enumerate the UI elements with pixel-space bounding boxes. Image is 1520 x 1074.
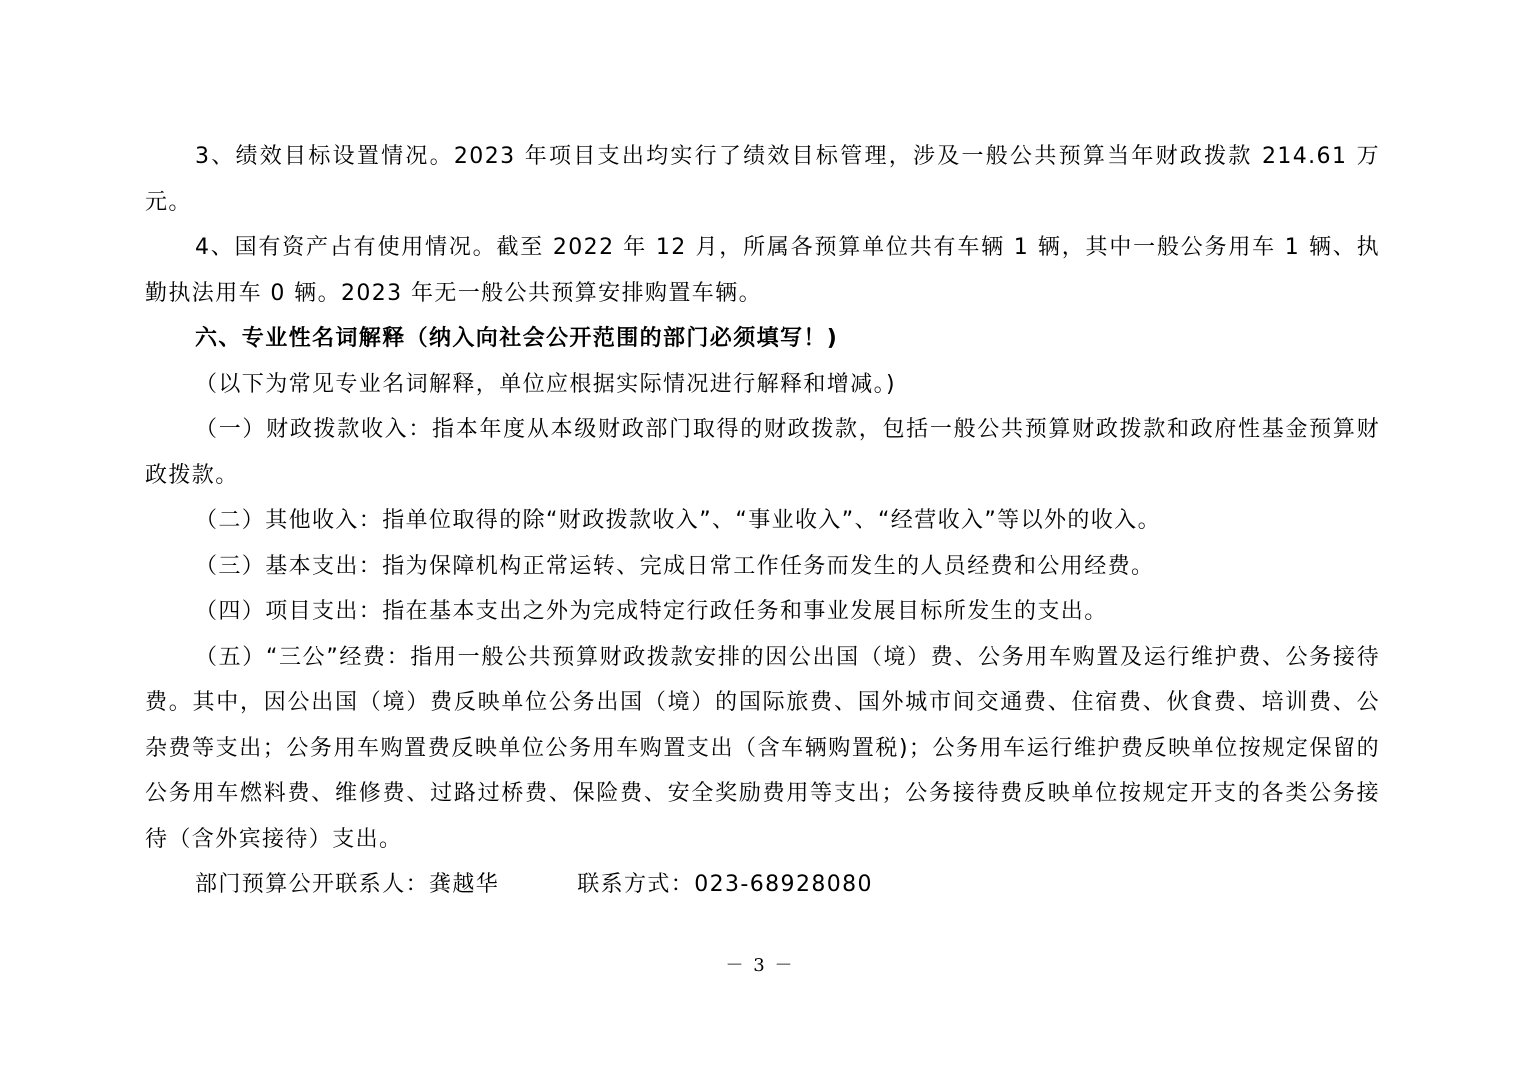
paragraph-terms-note: （以下为常见专业名词解释，单位应根据实际情况进行解释和增减。): [195, 371, 896, 397]
paragraph-performance-targets: 3、绩效目标设置情况。2023 年项目支出均实行了绩效目标管理，涉及一般公共预算当年财政拨款 214.61 万元。: [145, 144, 1380, 215]
paragraph-term-three-public: （五）“三公”经费：指用一般公共预算财政拨款安排的因公出国（境）费、公务用车购置及运行维护费、公务接待费。其中，因公出国（境）费反映单位公务出国（境）的国际旅费、国外城市间交通费、住宿费、伙食费、培训费、公杂费等支出；公务用车购置费反映单位公务用车购置支出（含车辆购置税)；公务用车运行维护费反映单位按规定保留的公务用车燃料费、维修费、过路过桥费、保险费、安全奖励费用等支出；公务接待费反映单位按规定开支的各类公务接待（含外宾接待）支出。: [145, 644, 1380, 852]
contact-phone-label: 联系方式：: [577, 872, 695, 897]
paragraph-term-other-income: （二）其他收入：指单位取得的除“财政拨款收入”、“事业收入”、“经营收入”等以外的收入。: [195, 508, 1161, 533]
section-heading-terms: 六、专业性名词解释（纳入向社会公开范围的部门必须填写！): [195, 326, 839, 351]
paragraph-term-fiscal-income: （一）财政拨款收入：指本年度从本级财政部门取得的财政拨款，包括一般公共预算财政拨款和政府性基金预算财政拨款。: [145, 417, 1380, 488]
paragraph-state-assets: 4、国有资产占有使用情况。截至 2022 年 12 月，所属各预算单位共有车辆 1 辆，其中一般公务用车 1 辆、执勤执法用车 0 辆。2023 年无一般公共预算安排购置车辆。: [145, 235, 1380, 306]
paragraph-term-project-expenditure: （四）项目支出：指在基本支出之外为完成特定行政任务和事业发展目标所发生的支出。: [195, 599, 1108, 624]
contact-line: [145, 862, 1380, 908]
contact-person: 部门预算公开联系人：龚越华: [195, 872, 500, 897]
paragraph-term-basic-expenditure: （三）基本支出：指为保障机构正常运转、完成日常工作任务而发生的人员经费和公用经费。: [195, 553, 1155, 579]
page-number: － 3 －: [725, 955, 795, 976]
contact-phone-value: 023-68928080: [694, 872, 873, 897]
document-body: [145, 134, 1380, 908]
